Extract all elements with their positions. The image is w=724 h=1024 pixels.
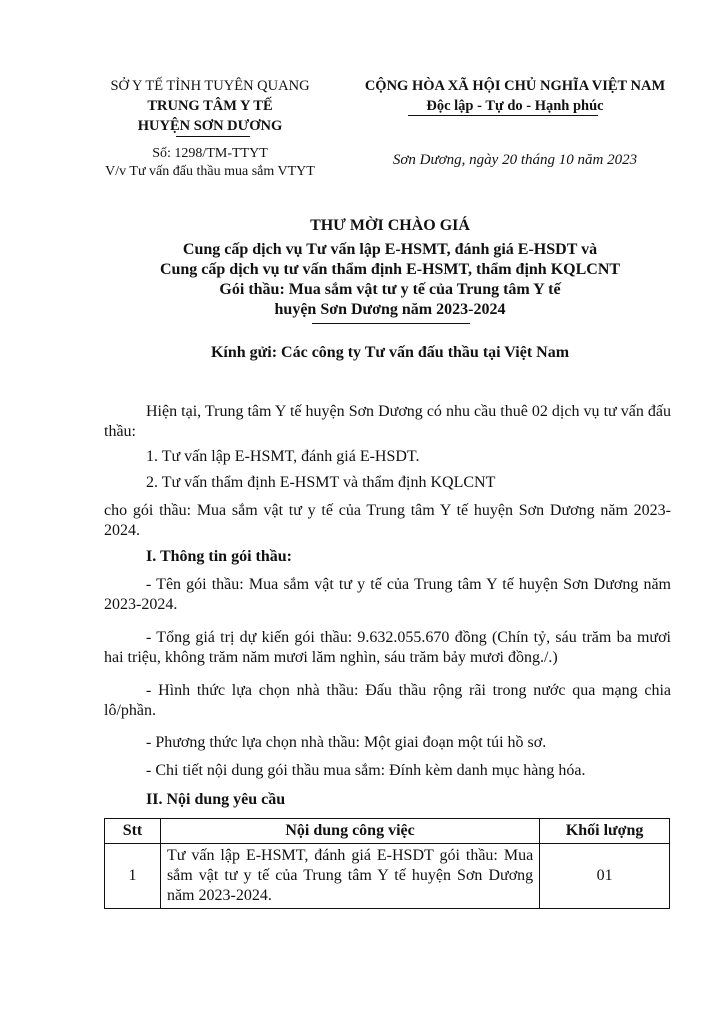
document-number: Số: 1298/TM-TTYT <box>152 146 268 161</box>
column-header-content: Nội dung công việc <box>160 819 539 844</box>
requirements-table <box>104 818 670 909</box>
country-name: CỘNG HÒA XÃ HỘI CHỦ NGHĨA VIỆT NAM <box>364 78 666 94</box>
document-subject: V/v Tư vấn đấu thầu mua sắm VTYT <box>105 164 315 179</box>
intro-item-2: 2. Tư vấn thẩm định E-HSMT và thẩm định KQLCNT <box>146 474 496 491</box>
section-1-item-3: - Hình thức lựa chọn nhà thầu: Đấu thầu rộng rãi trong nước qua mạng chia lô/phần. <box>104 682 671 719</box>
issuer-block <box>100 76 320 136</box>
section-1-item-5: - Chi tiết nội dung gói thầu mua sắm: Đính kèm danh mục hàng hóa. <box>146 762 586 779</box>
cell-quantity: 01 <box>540 844 670 909</box>
column-header-stt: Stt <box>105 819 161 844</box>
title-underline <box>312 323 470 324</box>
table-header-row <box>105 819 670 844</box>
section-2-heading: II. Nội dung yêu cầu <box>146 791 286 808</box>
section-1-item-1: - Tên gói thầu: Mua sắm vật tư y tế của Trung tâm Y tế huyện Sơn Dương năm 2023-2024. <box>104 576 671 613</box>
document-title-block <box>100 216 680 320</box>
cell-content: Tư vấn lập E-HSMT, đánh giá E-HSDT gói thầu: Mua sắm vật tư y tế của Trung tâm Y tế huyện Sơn Dương năm 2023-2024. <box>160 844 539 909</box>
title-line-4: huyện Sơn Dương năm 2023-2024 <box>274 301 506 318</box>
intro-paragraph: Hiện tại, Trung tâm Y tế huyện Sơn Dương có nhu cầu thuê 02 dịch vụ tư vấn đấu thầu: <box>104 403 671 440</box>
intro-item-1: 1. Tư vấn lập E-HSMT, đánh giá E-HSDT. <box>146 448 420 465</box>
recipient: Kính gửi: Các công ty Tư vấn đấu thầu tại Việt Nam <box>210 344 570 361</box>
document-title: THƯ MỜI CHÀO GIÁ <box>310 217 470 234</box>
title-line-2: Cung cấp dịch vụ tư vấn thẩm định E-HSMT, thẩm định KQLCNT <box>159 261 621 278</box>
document-reference <box>100 145 320 181</box>
section-1-item-4: - Phương thức lựa chọn nhà thầu: Một giai đoạn một túi hồ sơ. <box>146 734 547 751</box>
issuer-parent: SỞ Y TẾ TỈNH TUYÊN QUANG <box>110 78 310 94</box>
intro-paragraph-2: cho gói thầu: Mua sắm vật tư y tế của Trung tâm Y tế huyện Sơn Dương năm 2023-2024. <box>104 502 671 539</box>
title-line-3: Gói thầu: Mua sắm vật tư y tế của Trung tâm Y tế <box>219 281 561 298</box>
title-line-1: Cung cấp dịch vụ Tư vấn lập E-HSMT, đánh giá E-HSDT và <box>182 241 598 258</box>
issuer-name: TRUNG TÂM Y TẾ <box>147 98 273 114</box>
motto-underline <box>408 115 598 116</box>
column-header-quantity: Khối lượng <box>540 819 670 844</box>
document-date: Sơn Dương, ngày 20 tháng 10 năm 2023 <box>392 152 638 168</box>
cell-stt: 1 <box>105 844 161 909</box>
table-row <box>105 844 670 909</box>
national-motto-block <box>350 76 680 116</box>
section-1-heading: I. Thông tin gói thầu: <box>146 548 292 565</box>
section-1-item-2: - Tổng giá trị dự kiến gói thầu: 9.632.055.670 đồng (Chín tỷ, sáu trăm ba mươi hai triệu, không trăm năm mươi lăm nghìn, sáu trăm bảy mươi đồng./.) <box>104 629 671 666</box>
issuer-district: HUYỆN SƠN DƯƠNG <box>137 118 283 134</box>
motto: Độc lập - Tự do - Hạnh phúc <box>426 98 604 114</box>
issuer-underline <box>176 136 250 137</box>
